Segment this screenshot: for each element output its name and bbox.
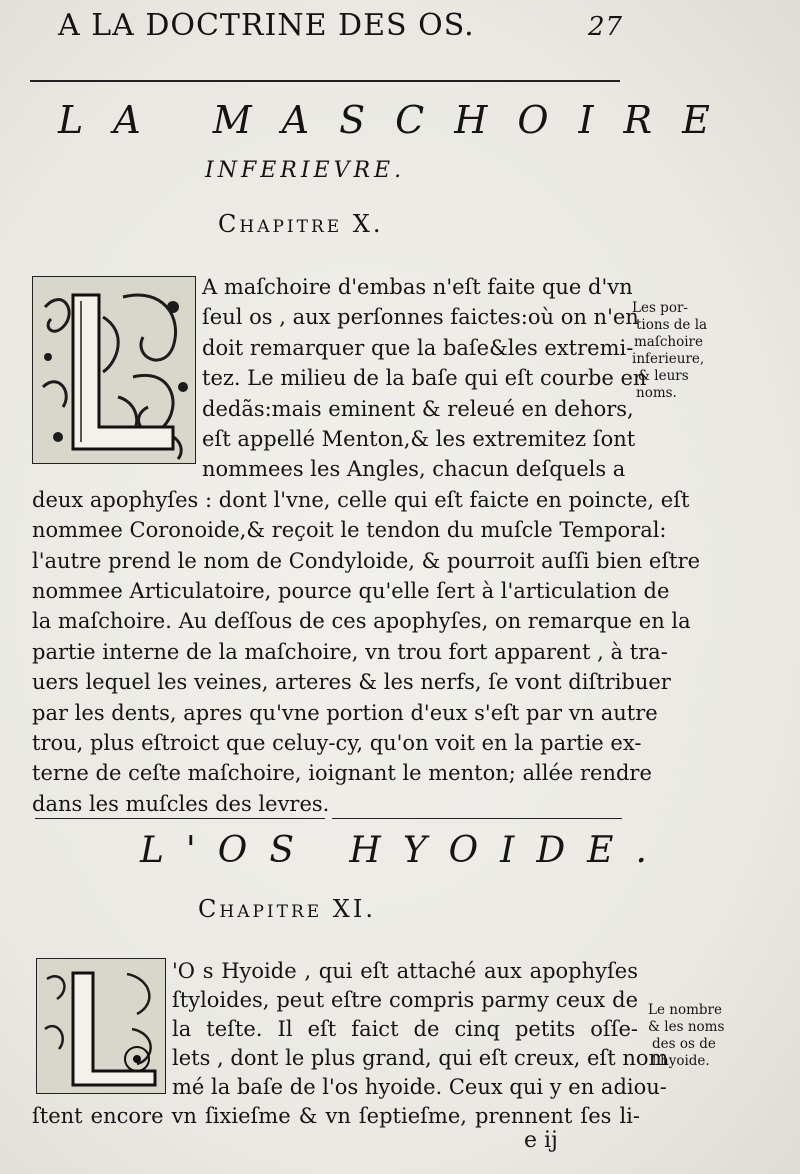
chapter-x-label: Chapitre X.	[218, 210, 384, 238]
text-line: A maſchoire d'embas n'eſt faite que d'vn	[202, 275, 633, 299]
text-line: tez. Le milieu de la baſe qui eſt courbe en	[202, 366, 647, 391]
text-line: mé la baſe de l'os hyoide. Ceux qui y en adiou-	[172, 1075, 667, 1099]
text-line: la maſchoire. Au deſſous de ces apophyſes, on remarque en la	[32, 609, 691, 634]
page-number: 27	[588, 12, 624, 42]
margin-note-line: maſchoire	[634, 334, 703, 350]
header-rule	[30, 80, 620, 82]
text-line: doit remarquer que la baſe&les extremi-	[202, 335, 634, 360]
margin-note-line: & leurs	[638, 368, 689, 384]
text-line: partie interne de la maſchoire, vn trou fort apparent , à tra-	[32, 639, 668, 664]
text-line: nommee Articulatoire, pource qu'elle ſert à l'articulation de	[32, 579, 670, 603]
margin-note-line: l'hyoide.	[652, 1053, 710, 1069]
margin-note-line: noms.	[636, 385, 677, 401]
decorated-initial-l-icon	[32, 276, 196, 464]
text-line: ſtent encore vn ſixieſme & vn ſeptieſme, prennent ſes li-	[32, 1104, 640, 1128]
running-head	[58, 8, 678, 48]
text-line: ſtyloides, peut eſtre compris parmy ceux de	[172, 988, 638, 1012]
text-line: dans les muſcles des levres.	[32, 791, 330, 816]
text-line: nommee Coronoide,& reçoit le tendon du muſcle Temporal:	[32, 518, 667, 543]
margin-note-line: Les por-	[632, 300, 688, 316]
margin-note-line: & les noms	[648, 1019, 725, 1035]
margin-note-line: inferieure,	[632, 351, 705, 367]
text-line: terne de ceſte maſchoire, ioignant le menton; allée rendre	[32, 761, 652, 786]
chapter-x-subtitle: INFERIEVRE.	[205, 158, 406, 183]
margin-note-line: des os de	[652, 1036, 716, 1052]
running-head-title: A LA DOCTRINE DES OS.	[58, 8, 475, 43]
section-rule-left	[35, 818, 325, 819]
margin-note-line: tions de la	[636, 317, 708, 333]
chapter-xi-title: L'OS HYOIDE.	[140, 830, 669, 871]
text-line: par les dents, apres qu'vne portion d'eux s'eſt par vn autre	[32, 700, 658, 725]
text-line: deux apophyſes : dont l'vne, celle qui eſt faicte en poincte, eſt	[32, 487, 690, 512]
text-line: la teſte. Il eſt faict de cinq petits oſſe-	[172, 1017, 638, 1041]
text-line: eſt appellé Menton,& les extremitez ſont	[202, 427, 636, 451]
chapter-x-title: LA MASCHOIRE	[58, 98, 740, 142]
text-line: lets , dont le plus grand, qui eſt creux, eſt nom	[172, 1046, 669, 1070]
chapter-xi-label: Chapitre XI.	[198, 895, 376, 923]
text-line: trou, plus eſtroict que celuy-cy, qu'on voit en la partie ex-	[32, 731, 642, 755]
margin-note-line: Le nombre	[648, 1002, 722, 1018]
text-line: uers lequel les veines, arteres & les nerfs, ſe vont diſtribuer	[32, 670, 671, 695]
text-line: ſeul os , aux perſonnes faictes:où on n'en	[202, 305, 639, 330]
section-rule-right	[332, 818, 622, 819]
decorated-initial-l-icon	[36, 958, 166, 1094]
text-line: l'autre prend le nom de Condyloide, & pourroit auſſi bien eſtre	[32, 548, 701, 573]
text-line: dedãs:mais eminent & releué en dehors,	[202, 396, 634, 421]
text-line: 'O s Hyoide , qui eſt attaché aux apophyſes	[172, 959, 638, 983]
text-line: nommees les Angles, chacun deſquels a	[202, 457, 626, 482]
signature-mark: e ij	[524, 1128, 558, 1153]
